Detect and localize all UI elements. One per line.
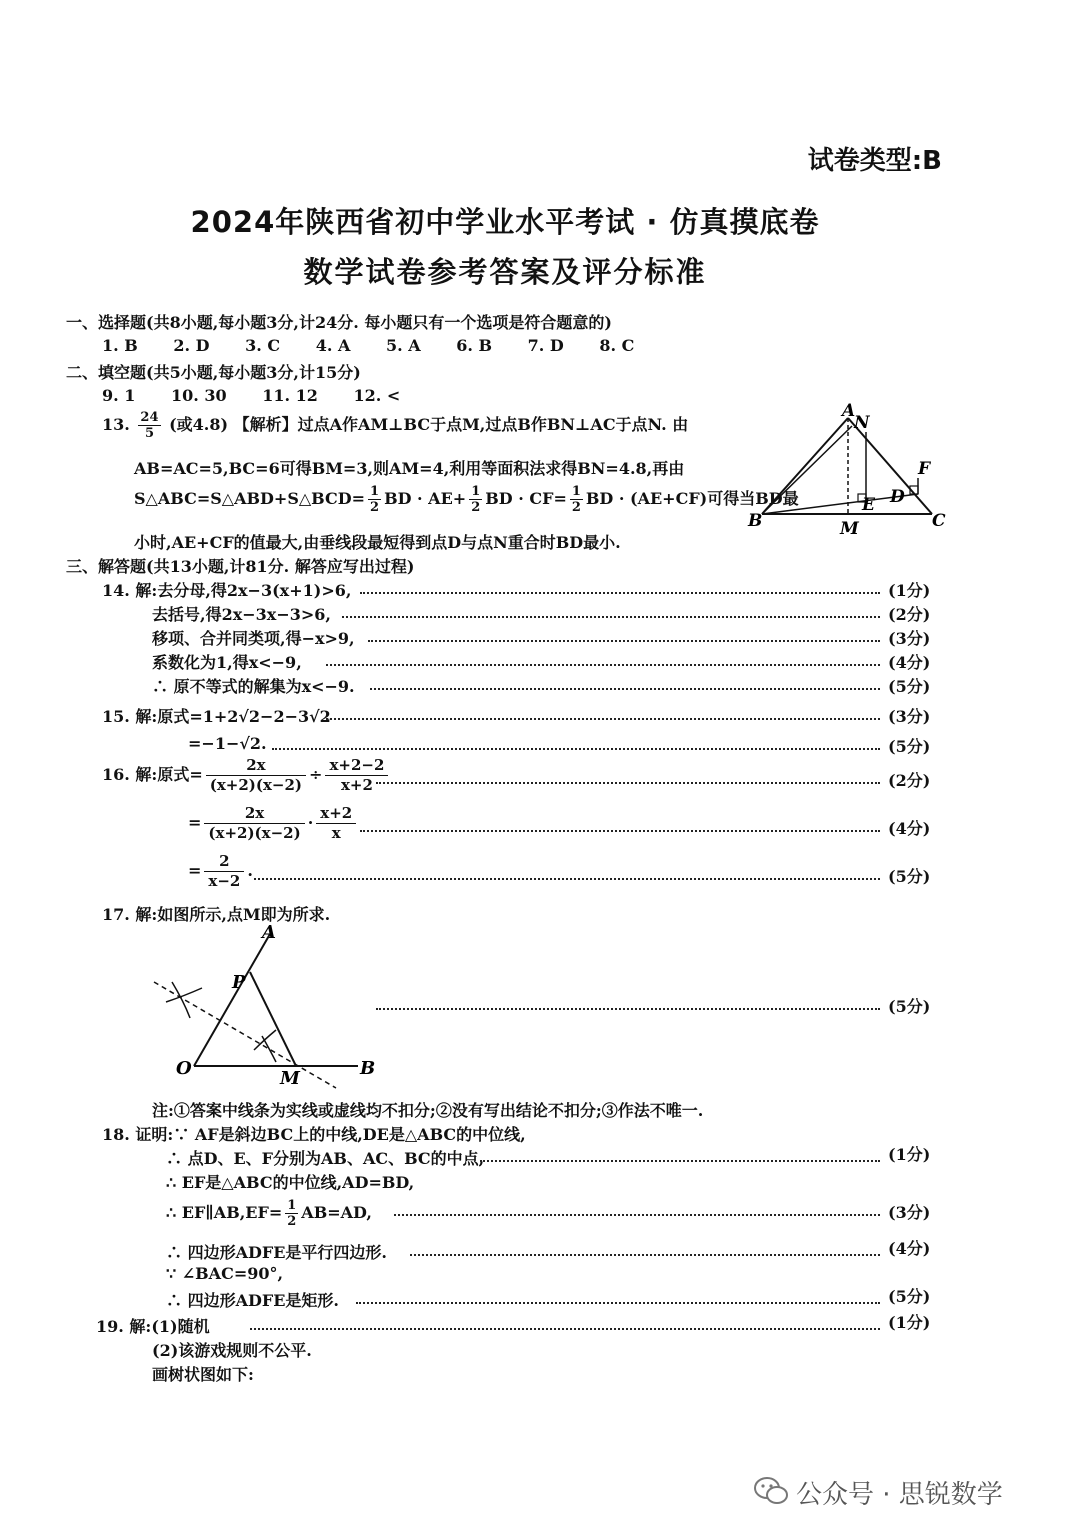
answer-7: 7. D [527,336,564,355]
q17-line-1: 17. 解:如图所示,点M即为所求. [102,905,331,924]
q18-score-4: (5分) [888,1287,931,1306]
label-B: B [360,1058,376,1079]
q16-line-3: = $\frac{2}{x-2}$ . [188,852,253,890]
q18-score-1: (1分) [888,1145,931,1164]
label-N: N [854,413,870,433]
q14-line-2: 去括号,得2x−3x−3>6, [152,605,331,624]
q16-line-1: 16. 解:原式= $\frac{2x}{(x+2)(x-2)}$ ÷ $\frac{x+2-2}{x+2}$ [102,756,391,795]
q13-line-4: 小时,AE+CF的值最大,由垂线段最短得到点D与点N重合时BD最小. [134,533,621,552]
q18-score-2: (3分) [888,1203,931,1222]
q15-line-1: 15. 解:原式=1+2√2−2−3√2 [102,707,331,726]
label-D: D [890,487,905,507]
q15-score-1: (3分) [888,707,931,726]
section-2-answers [102,386,430,405]
answer-1: 1. B [102,336,138,355]
q18-line-1: 18. 证明:∵ AF是斜边BC上的中线,DE是△ABC的中位线, [102,1125,526,1144]
answer-3: 3. C [245,336,281,355]
q13-line-3: S△ABC=S△ABD+S△BCD= $\frac{1}{2}$ BD · AE+ $\frac{1}{2}$ BD · CF= $\frac{1}{2}$ BD · (AE+CF)可得当BD最 [134,484,799,515]
q18-line-7: ∴ 四边形ADFE是矩形. [166,1291,339,1310]
section-3-heading: 三、解答题(共13小题,计81分. 解答应写出过程) [66,557,415,576]
answer-4: 4. A [315,336,351,355]
label-M: M [840,519,859,539]
q17-construction-figure [146,922,386,1092]
page-title: 2024年陕西省初中学业水平考试 · 仿真摸底卷 [190,205,820,239]
q14-score-2: (2分) [888,605,931,624]
q18-line-2: ∴ 点D、E、F分别为AB、AC、BC的中点, [166,1149,485,1168]
q16-score-2: (4分) [888,819,931,838]
answer-9: 9. 1 [102,386,136,405]
q13-answer-fraction: $\frac{24}{5}$ [140,410,159,441]
q13-number: 13. [102,415,130,434]
q17-score: (5分) [888,997,931,1016]
q14-line-1: 14. 解:去分母,得2x−3(x+1)>6, [102,581,352,600]
section-1-heading: 一、选择题(共8小题,每小题3分,计24分. 每小题只有一个选项是符合题意的) [66,313,612,332]
q18-line-3: ∴ EF是△ABC的中位线,AD=BD, [166,1173,415,1192]
q19-line-3: 画树状图如下: [152,1365,254,1384]
q16-score-3: (5分) [888,867,931,886]
q19-score-1: (1分) [888,1313,931,1332]
answer-6: 6. B [456,336,493,355]
q16-score-1: (2分) [888,771,931,790]
page-subtitle: 数学试卷参考答案及评分标准 [303,255,707,289]
q14-score-3: (3分) [888,629,931,648]
answer-11: 11. 12 [262,386,318,405]
q18-line-6: ∵ ∠BAC=90°, [166,1264,284,1283]
answer-5: 5. A [385,336,421,355]
q13-analysis-1: (或4.8) 【解析】过点A作AM⊥BC于点M,过点B作BN⊥AC于点N. 由 [169,415,689,434]
q16-line-2: = $\frac{2x}{(x+2)(x-2)}$ · $\frac{x+2}{x}$ [188,804,359,843]
answer-2: 2. D [173,336,210,355]
q19-line-2: (2)该游戏规则不公平. [152,1341,312,1360]
label-M: M [280,1068,300,1089]
answer-8: 8. C [599,336,635,355]
q17-note: 注:①答案中线条为实线或虚线均不扣分;②没有写出结论不扣分;③作法不唯一. [152,1101,704,1120]
footer-watermark: 公众号 · 思锐数学 [796,1480,1003,1510]
q14-line-3: 移项、合并同类项,得−x>9, [152,629,355,648]
q13-line-2: AB=AC=5,BC=6可得BM=3,则AM=4,利用等面积法求得BN=4.8,再由 [134,459,685,478]
q19-line-1: 19. 解:(1)随机 [96,1317,210,1336]
q14-score-4: (4分) [888,653,931,672]
q18-score-3: (4分) [888,1239,931,1258]
q14-line-5: ∴ 原不等式的解集为x<−9. [152,677,355,696]
answer-10: 10. 30 [170,386,227,405]
label-C: C [932,511,946,531]
q18-line-4: ∴ EF∥AB,EF= $\frac{1}{2}$ AB=AD, [166,1198,372,1229]
q14-score-1: (1分) [888,581,931,600]
q13-line-1 [102,410,688,441]
q14-line-4: 系数化为1,得x<−9, [152,653,302,672]
label-A: A [262,922,276,943]
q14-score-5: (5分) [888,677,931,696]
label-F: F [918,459,931,479]
label-O: O [176,1058,192,1079]
section-2-heading: 二、填空题(共5小题,每小题3分,计15分) [66,363,361,382]
q13-triangle-figure [740,402,960,542]
answer-12: 12. < [353,386,401,405]
q18-line-5: ∴ 四边形ADFE是平行四边形. [166,1243,387,1262]
label-A: A [842,402,856,421]
q15-score-2: (5分) [888,737,931,756]
section-1-answers [102,336,664,355]
wechat-icon [753,1476,789,1506]
label-P: P [232,972,246,993]
paper-type-label: 试卷类型:B [807,146,942,176]
q15-line-2: =−1−√2. [188,734,267,753]
label-B: B [748,511,763,531]
label-E: E [862,495,875,515]
